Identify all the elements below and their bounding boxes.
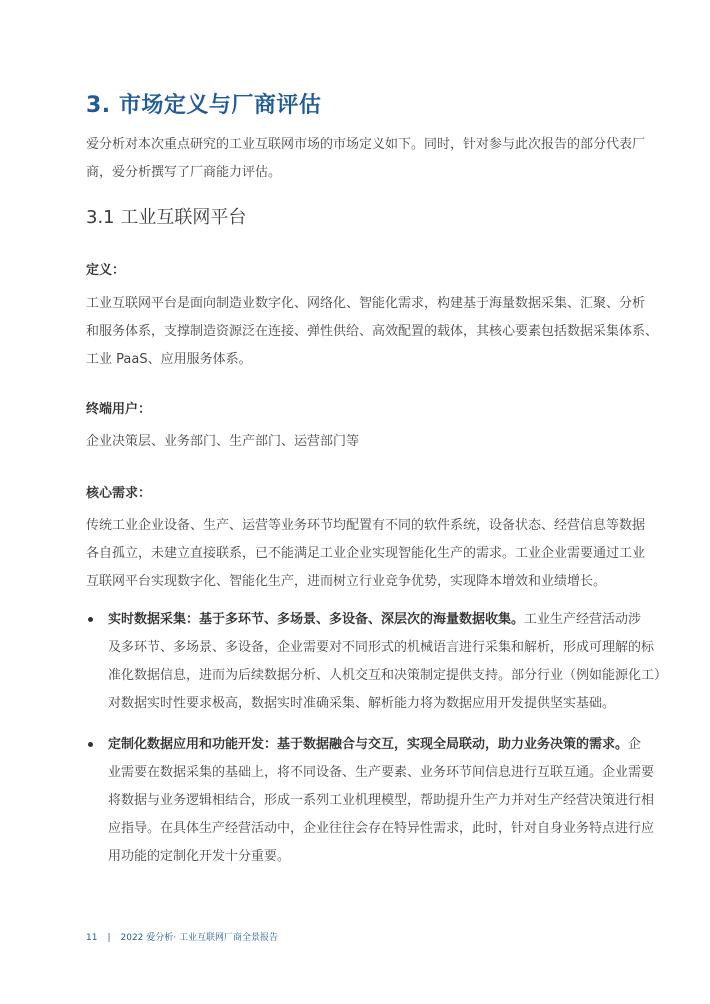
core-needs-line: 传统工业企业设备、生产、运营等业务环节均配置有不同的软件系统，设备状态、经营信息等数据: [86, 518, 646, 533]
bullet-line: 应指导。在具体生产经营活动中，企业往往会存在特异性需求，此时，针对自身业务特点进行应: [108, 821, 655, 836]
bullet-line: 对数据实时性要求极高，数据实时准确采集、解析能力将为数据应用开发提供坚实基础。: [108, 696, 616, 711]
bullet-line: 业需要在数据采集的基础上，将不同设备、生产要素、业务环节间信息进行互联互通。企业需要: [108, 765, 655, 780]
definition-line: 工业 PaaS、应用服务体系。: [86, 352, 252, 367]
footer-separator: |: [107, 933, 111, 943]
core-needs-label: 核心需求：: [86, 486, 152, 501]
intro-line: 爱分析对本次重点研究的工业互联网市场的市场定义如下。同时，针对参与此次报告的部分代表厂: [86, 137, 646, 152]
bullet-first-line: [108, 606, 642, 634]
bullet-text: 工业生产经营活动涉: [524, 612, 642, 627]
bullet-body: [108, 731, 655, 871]
intro-line: 商，爱分析撰写了厂商能力评估。: [86, 165, 282, 180]
core-needs-text: [86, 512, 646, 596]
bullet-line: 及多环节、多场景、多设备，企业需要对不同形式的机械语言进行采集和解析，形成可理解的标: [108, 640, 655, 655]
definition-text: [86, 290, 659, 374]
bullet-body: [108, 606, 668, 718]
subsection-title: 3.1 工业互联网平台: [86, 207, 247, 228]
bullet-text: 企: [628, 737, 642, 752]
definition-label: 定义：: [86, 263, 126, 278]
bullet-heading: 定制化数据应用和功能开发：基于数据融合与交互，实现全局联动，助力业务决策的需求。: [108, 737, 629, 752]
bullet-first-line: [108, 731, 642, 759]
section-intro: [86, 131, 646, 187]
bullet-icon: [88, 617, 93, 622]
bullet-icon: [88, 742, 93, 747]
footer-report-title: 2022 爱分析· 工业互联网厂商全景报告: [120, 933, 278, 943]
end-users-label: 终端用户：: [86, 402, 152, 417]
bullet-line: 准化数据信息，进而为后续数据分析、人机交互和决策制定提供支持。部分行业（例如能源化工）: [108, 668, 668, 683]
core-needs-line: 各自孤立，未建立直接联系，已不能满足工业企业实现智能化生产的需求。工业企业需要通过工业: [86, 546, 646, 561]
core-needs-line: 互联网平台实现数字化、智能化生产，进而树立行业竞争优势，实现降本增效和业绩增长。: [86, 574, 607, 589]
bullet-line: 用功能的定制化开发十分重要。: [108, 849, 291, 864]
bullet-line: 将数据与业务逻辑相结合，形成一系列工业机理模型，帮助提升生产力并对生产经营决策进行相: [108, 793, 655, 808]
section-title: 3. 市场定义与厂商评估: [86, 93, 322, 118]
end-users-line: 企业决策层、业务部门、生产部门、运营部门等: [86, 434, 360, 449]
definition-line: 工业互联网平台是面向制造业数字化、网络化、智能化需求，构建基于海量数据采集、汇聚、分析: [86, 296, 646, 311]
definition-line: 和服务体系，支撑制造资源泛在连接、弹性供给、高效配置的载体，其核心要素包括数据采集体系、: [86, 324, 659, 339]
page-footer: [86, 930, 278, 943]
bullet-heading: 实时数据采集：基于多环节、多场景、多设备、深层次的海量数据收集。: [108, 612, 525, 627]
end-users-text: [86, 428, 634, 456]
page-number: 11: [86, 933, 98, 943]
